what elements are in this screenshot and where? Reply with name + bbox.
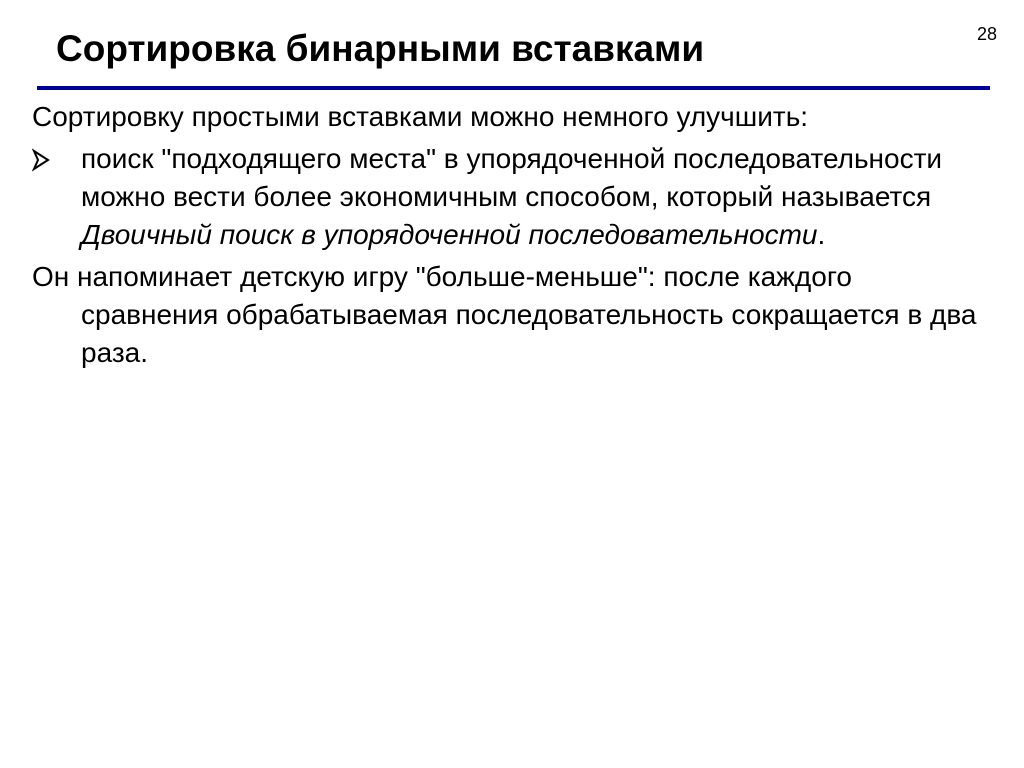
- slide-body: [32, 98, 992, 376]
- bullet-text: поиск "подходящего места" в упорядоченной последовательности можно вести более экономичным способом, который называется: [81, 143, 943, 212]
- bullet-end: .: [817, 219, 826, 250]
- second-paragraph: Он напоминает детскую игру "больше-меньше": после каждого сравнения обрабатываемая последовательность сокращается в два раза.: [32, 261, 977, 368]
- arrowhead-bullet-icon: [32, 145, 50, 171]
- slide-title: Сортировка бинарными вставками: [56, 28, 705, 69]
- bullet-italic-term: Двоичный поиск в упорядоченной последовательности: [81, 219, 818, 250]
- intro-paragraph: Сортировку простыми вставками можно немного улучшить:: [32, 101, 809, 132]
- slide-number: 28: [976, 24, 997, 44]
- bullet-item: [32, 140, 992, 254]
- title-underline: [37, 86, 990, 90]
